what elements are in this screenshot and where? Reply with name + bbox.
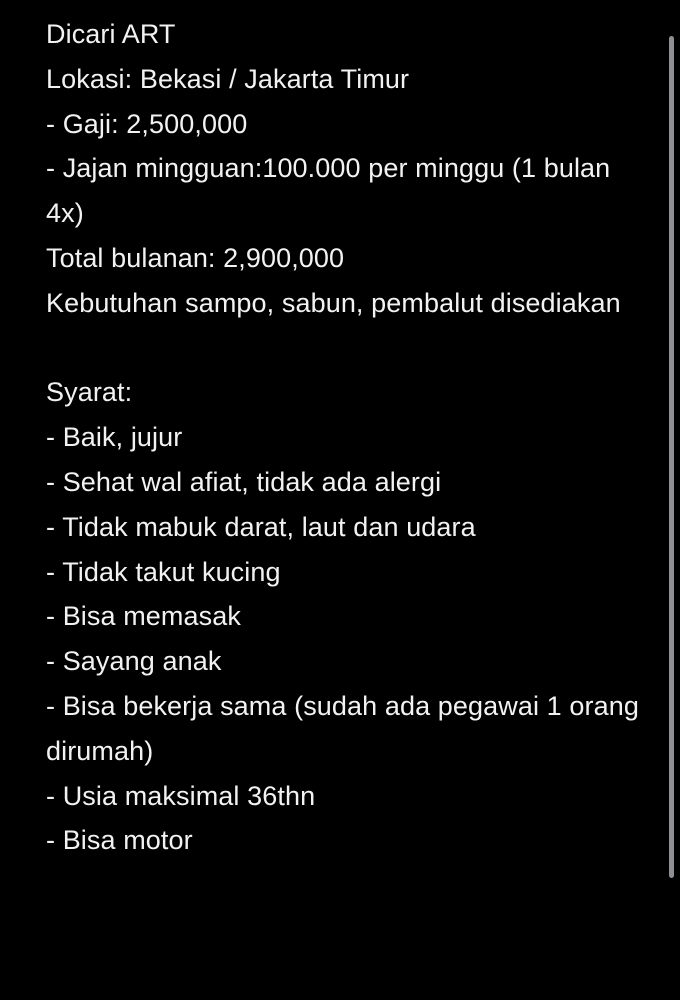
- vertical-scrollbar[interactable]: [669, 36, 674, 878]
- note-body[interactable]: [46, 12, 646, 863]
- monthly-total-line: Total bulanan: 2,900,000: [46, 242, 345, 273]
- provided-items-line: Kebutuhan sampo, sabun, pembalut disediakan: [46, 287, 621, 318]
- location-line: Lokasi: Bekasi / Jakarta Timur: [46, 63, 410, 94]
- note-title: Dicari ART: [46, 19, 176, 49]
- requirement-item: - Bisa motor: [46, 825, 193, 856]
- requirement-item: - Bisa memasak: [46, 601, 241, 632]
- requirement-item: - Tidak mabuk darat, laut dan udara: [46, 511, 476, 542]
- requirement-item: - Sehat wal afiat, tidak ada alergi: [46, 466, 442, 497]
- requirements-title: Syarat:: [46, 377, 133, 408]
- requirement-item: - Usia maksimal 36thn: [46, 780, 316, 811]
- empty-line: [46, 326, 646, 371]
- requirement-item: - Sayang anak: [46, 646, 222, 677]
- requirement-item: - Bisa bekerja sama (sudah ada pegawai 1 orang dirumah): [46, 690, 639, 766]
- requirement-item: - Baik, jujur: [46, 422, 183, 453]
- weekly-allowance-line: - Jajan mingguan:100.000 per minggu (1 bulan 4x): [46, 153, 611, 229]
- salary-line: - Gaji: 2,500,000: [46, 108, 248, 139]
- requirement-item: - Tidak takut kucing: [46, 556, 281, 587]
